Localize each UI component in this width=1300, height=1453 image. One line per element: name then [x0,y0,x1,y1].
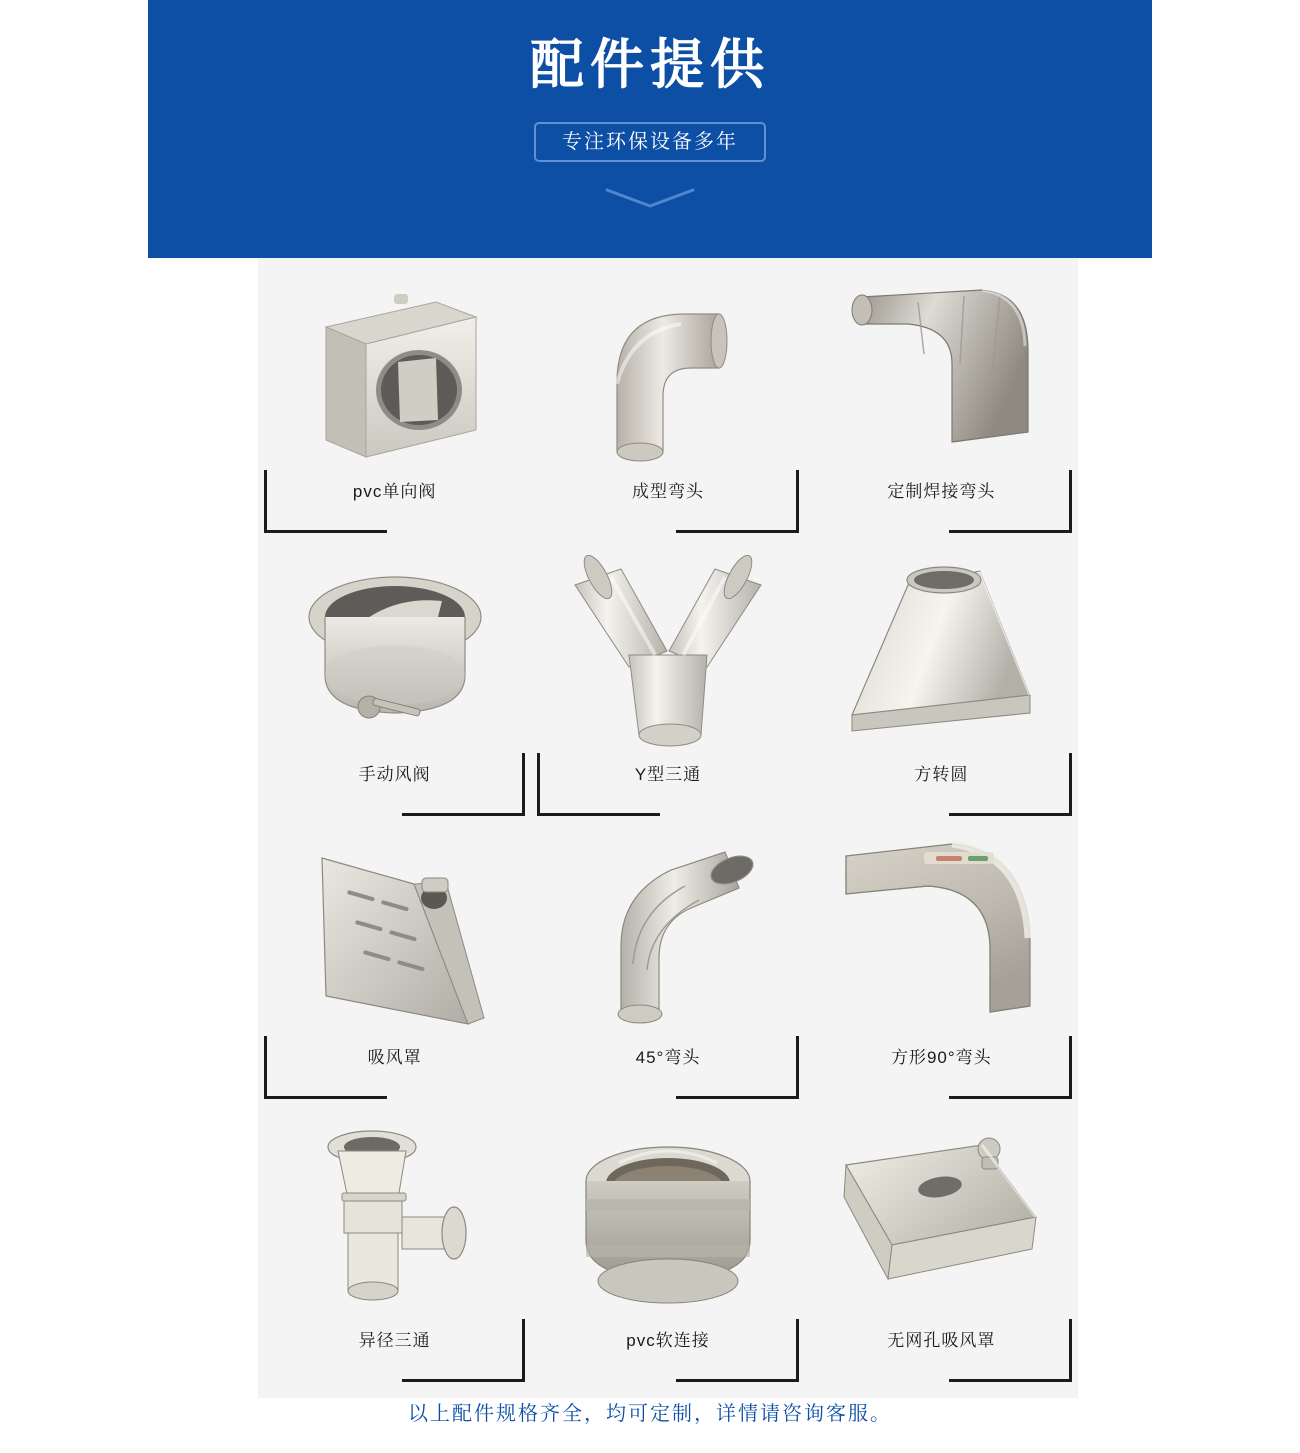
product-caption: 成型弯头 [631,482,704,501]
formed-elbow-image [559,272,777,477]
product-caption: Y型三通 [634,765,702,784]
corner-bracket [264,470,387,533]
product-cell[interactable] [805,266,1078,549]
subtitle-badge [534,122,766,162]
product-caption: 定制焊接弯头 [887,482,996,501]
product-caption: 异径三通 [358,1331,431,1350]
product-caption: pvc单向阀 [352,482,437,501]
product-cell[interactable] [531,832,804,1115]
corner-bracket [537,753,660,816]
corner-bracket [676,1319,799,1382]
corner-bracket [949,1036,1072,1099]
square-to-round-image [832,555,1050,760]
product-caption: pvc软连接 [626,1331,710,1350]
product-caption: 手动风阀 [358,765,431,784]
product-cell[interactable] [531,1115,804,1398]
product-cell[interactable] [258,1115,531,1398]
product-cell[interactable] [531,549,804,832]
perforation-free-suction-hood-image [832,1121,1050,1326]
pvc-flexible-connector-image [559,1121,777,1326]
product-cell[interactable] [531,266,804,549]
product-cell[interactable] [805,1115,1078,1398]
corner-bracket [949,753,1072,816]
header-banner [148,0,1152,258]
manual-air-valve-image [286,555,504,760]
chevron-down-icon [605,188,695,210]
corner-bracket [949,470,1072,533]
product-cell[interactable] [258,832,531,1115]
product-caption: 方形90°弯头 [890,1048,992,1067]
product-caption: 45°弯头 [635,1048,701,1067]
page-title: 配件提供 [530,35,770,95]
corner-bracket [402,1319,525,1382]
product-cell[interactable] [805,549,1078,832]
subtitle-text: 专注环保设备多年 [562,131,738,153]
footer [0,1404,1300,1424]
product-caption: 方转圆 [914,765,969,784]
corner-bracket [676,470,799,533]
corner-bracket [676,1036,799,1099]
suction-hood-image [286,838,504,1043]
product-caption: 吸风罩 [367,1048,422,1067]
custom-welded-elbow-image [832,272,1050,477]
product-grid-area [258,258,1078,1398]
y-type-tee-image [559,555,777,760]
reducing-tee-image [286,1121,504,1326]
square-90-degree-elbow-image [832,838,1050,1043]
product-cell[interactable] [258,266,531,549]
45-degree-elbow-image [559,838,777,1043]
product-cell[interactable] [258,549,531,832]
pvc-check-valve-image [286,272,504,477]
footer-note: 以上配件规格齐全，均可定制，详情请咨询客服。 [408,1403,892,1425]
corner-bracket [949,1319,1072,1382]
corner-bracket [402,753,525,816]
product-caption: 无网孔吸风罩 [887,1331,996,1350]
corner-bracket [264,1036,387,1099]
product-cell[interactable] [805,832,1078,1115]
product-grid [258,266,1078,1398]
